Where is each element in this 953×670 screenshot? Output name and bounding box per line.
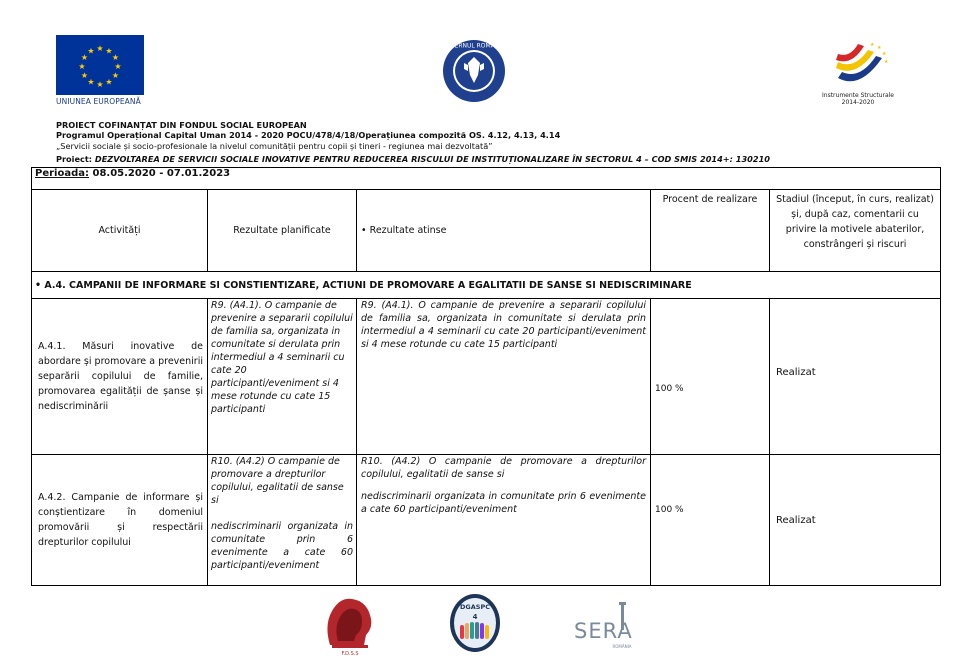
percent-cell: 100 % xyxy=(651,299,770,455)
header-line-1: PROIECT COFINANȚAT DIN FONDUL SOCIAL EUROPEAN xyxy=(56,120,307,130)
section-header: • A.4. CAMPANII DE INFORMARE SI CONSTIENTIZARE, ACTIUNI DE PROMOVARE A EGALITATII DE SANSE SI NEDISCRIMINARE xyxy=(32,272,941,299)
col-header-planned: Rezultate planificate xyxy=(208,190,357,272)
svg-text:★: ★ xyxy=(78,62,86,71)
table-row xyxy=(32,299,941,455)
svg-text:★: ★ xyxy=(96,44,104,53)
eu-caption: UNIUNEA EUROPEANĂ xyxy=(56,97,141,106)
achieved-cell xyxy=(357,455,651,586)
eu-stars-icon xyxy=(56,35,144,95)
is-caption-line2: 2014-2020 xyxy=(841,99,875,106)
is-caption-line1: Instrumente Structurale xyxy=(822,92,894,99)
period-cell xyxy=(32,168,941,190)
sera-subtext: ROMÂNIA xyxy=(612,644,632,649)
activities-table xyxy=(31,167,941,586)
svg-text:★: ★ xyxy=(105,46,113,56)
svg-text:★: ★ xyxy=(870,42,875,48)
svg-text:★: ★ xyxy=(96,80,104,89)
achieved-cell: R9. (A4.1). O campanie de prevenire a separarii copilului de familia sa, organizata in comunitate si derulata prin intermediul a 4 seminarii cu cate 20 participanti/eveniment si 4 mese rotunde cu cate 15 participanti xyxy=(357,299,651,455)
col-header-status: Stadiul (început, în curs, realizat) și, după caz, comentarii cu privire la motivele abaterilor, constrângeri și riscuri xyxy=(770,190,941,272)
structural-instruments-caption xyxy=(808,92,908,106)
bullet-icon: • xyxy=(35,279,42,291)
percent-cell: 100 % xyxy=(651,455,770,586)
header-line-3: „Servicii sociale și socio-profesionale la nivelul comunității pentru copii și tineri - regiunea mai dezvoltată” xyxy=(56,141,493,151)
svg-text:★: ★ xyxy=(877,45,882,51)
col-header-activities: Activități xyxy=(32,190,208,272)
header-project-line: Proiect: DEZVOLTAREA DE SERVICII SOCIALE INOVATIVE PENTRU REDUCEREA RISCULUI DE INSTITUȚIONALIZARE ÎN SECTORUL 4 – COD SMIS 2014+: 130210 xyxy=(56,154,770,164)
planned-cell: R9. (A4.1). O campanie de prevenire a separarii copilului de familia sa, organizata in comunitate si derulata prin intermediul a 4 seminarii cu cate 20 participanti/eveniment si 4 mese rotunde cu cate 15 participanti xyxy=(208,299,357,455)
seal-text: GUVERNUL ROMÂNIEI xyxy=(442,42,506,50)
svg-text:★: ★ xyxy=(80,53,89,62)
table-row xyxy=(32,455,941,586)
planned-paragraph: R10. (A4.2) O campanie de promovare a drepturilor copilului, egalitatii de sanse si xyxy=(211,456,344,506)
header-line-2: Programul Operațional Capital Uman 2014 - 2020 POCU/478/4/18/Operațiunea compozită OS. 4.12, 4.13, 4.14 xyxy=(56,130,561,140)
fdss-logo xyxy=(320,591,380,659)
status-cell: Realizat xyxy=(770,455,941,586)
eu-flag-logo xyxy=(56,35,144,95)
activity-cell: A.4.2. Campanie de informare și conștientizare în domeniul promovării și respectării drepturilor copilului xyxy=(32,455,208,586)
period-value: 08.05.2020 - 07.01.2023 xyxy=(89,168,231,179)
planned-paragraph: nediscriminarii organizata in comunitate prin 6 evenimente a cate 60 participanti/eveniment xyxy=(211,521,353,571)
svg-text:★: ★ xyxy=(87,46,95,56)
sera-text: SERA xyxy=(574,619,633,643)
svg-text:★: ★ xyxy=(114,62,122,71)
bullet-icon: • xyxy=(361,225,367,236)
svg-text:★: ★ xyxy=(111,53,120,62)
activity-cell: A.4.1. Măsuri inovative de abordare și promovare a prevenirii separării copilului de familie, promovarea egalității de șanse și nediscriminării xyxy=(32,299,208,455)
col-header-achieved: • Rezultate atinse xyxy=(357,190,651,272)
structural-instruments-logo xyxy=(830,38,890,90)
dgaspc-text: DGASPC xyxy=(460,603,490,611)
svg-text:★: ★ xyxy=(80,71,89,80)
status-cell: Realizat xyxy=(770,299,941,455)
achieved-paragraph: nediscriminarii organizata in comunitate prin 6 evenimente a cate 60 participanti/eveniment xyxy=(361,491,646,515)
period-label: Perioada: xyxy=(35,168,89,179)
fdss-text: F.D.S.S xyxy=(341,651,359,657)
col-header-percent: Procent de realizare xyxy=(651,190,770,272)
svg-text:★: ★ xyxy=(105,77,113,87)
government-seal-logo xyxy=(442,39,506,103)
svg-text:★: ★ xyxy=(884,59,889,65)
dgaspc-number: 4 xyxy=(472,613,478,621)
achieved-paragraph: R10. (A4.2) O campanie de promovare a drepturilor copilului, egalitatii de sanse si xyxy=(361,456,646,480)
svg-text:★: ★ xyxy=(87,77,95,87)
planned-cell xyxy=(208,455,357,586)
svg-text:★: ★ xyxy=(882,51,887,57)
svg-text:★: ★ xyxy=(111,71,120,80)
sera-logo xyxy=(572,600,640,650)
dgaspc-logo xyxy=(449,593,501,653)
